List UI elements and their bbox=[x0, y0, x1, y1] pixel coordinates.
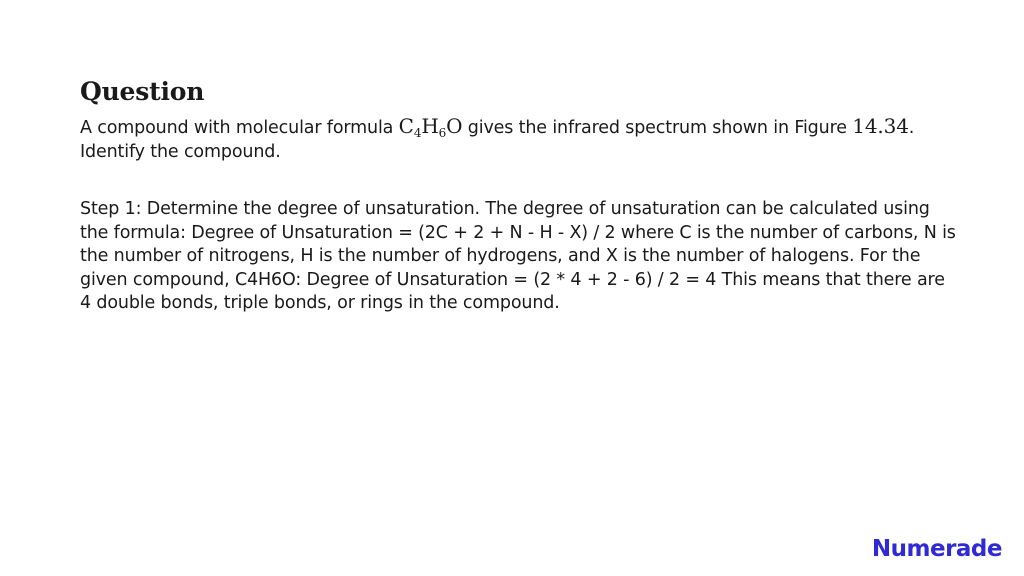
formula-hydrogen-count: 6 bbox=[438, 126, 447, 140]
question-heading: Question bbox=[80, 77, 205, 106]
molecular-formula bbox=[399, 114, 463, 138]
question-text-end: . Identify the compound. bbox=[80, 118, 915, 162]
formula-oxygen: O bbox=[446, 114, 463, 138]
content-area bbox=[80, 76, 960, 316]
question-text bbox=[80, 114, 960, 164]
figure-number: 14.34 bbox=[852, 114, 909, 138]
question-text-middle: gives the infrared spectrum shown in Figure bbox=[462, 118, 853, 138]
formula-carbon: C bbox=[398, 114, 414, 138]
numerade-logo: Numerade bbox=[871, 536, 1002, 562]
formula-carbon-count: 4 bbox=[413, 126, 422, 140]
question-text-start: A compound with molecular formula bbox=[80, 118, 399, 138]
solution-step-1: Step 1: Determine the degree of unsaturation. The degree of unsaturation can be calculated using the formula: Degree of Unsaturation = (2C + 2 + N - H - X) / 2 where C is the number of carbons, N is the number of nitrogens, H is the number of hydrogens, and X is the number of halogens. For the given compound, C4H6O: Degree of Unsaturation = (2 * 4 + 2 - 6) / 2 = 4 This means that there are 4 double bonds, triple bonds, or rings in the compound. bbox=[80, 199, 956, 313]
formula-hydrogen: H bbox=[421, 114, 439, 138]
